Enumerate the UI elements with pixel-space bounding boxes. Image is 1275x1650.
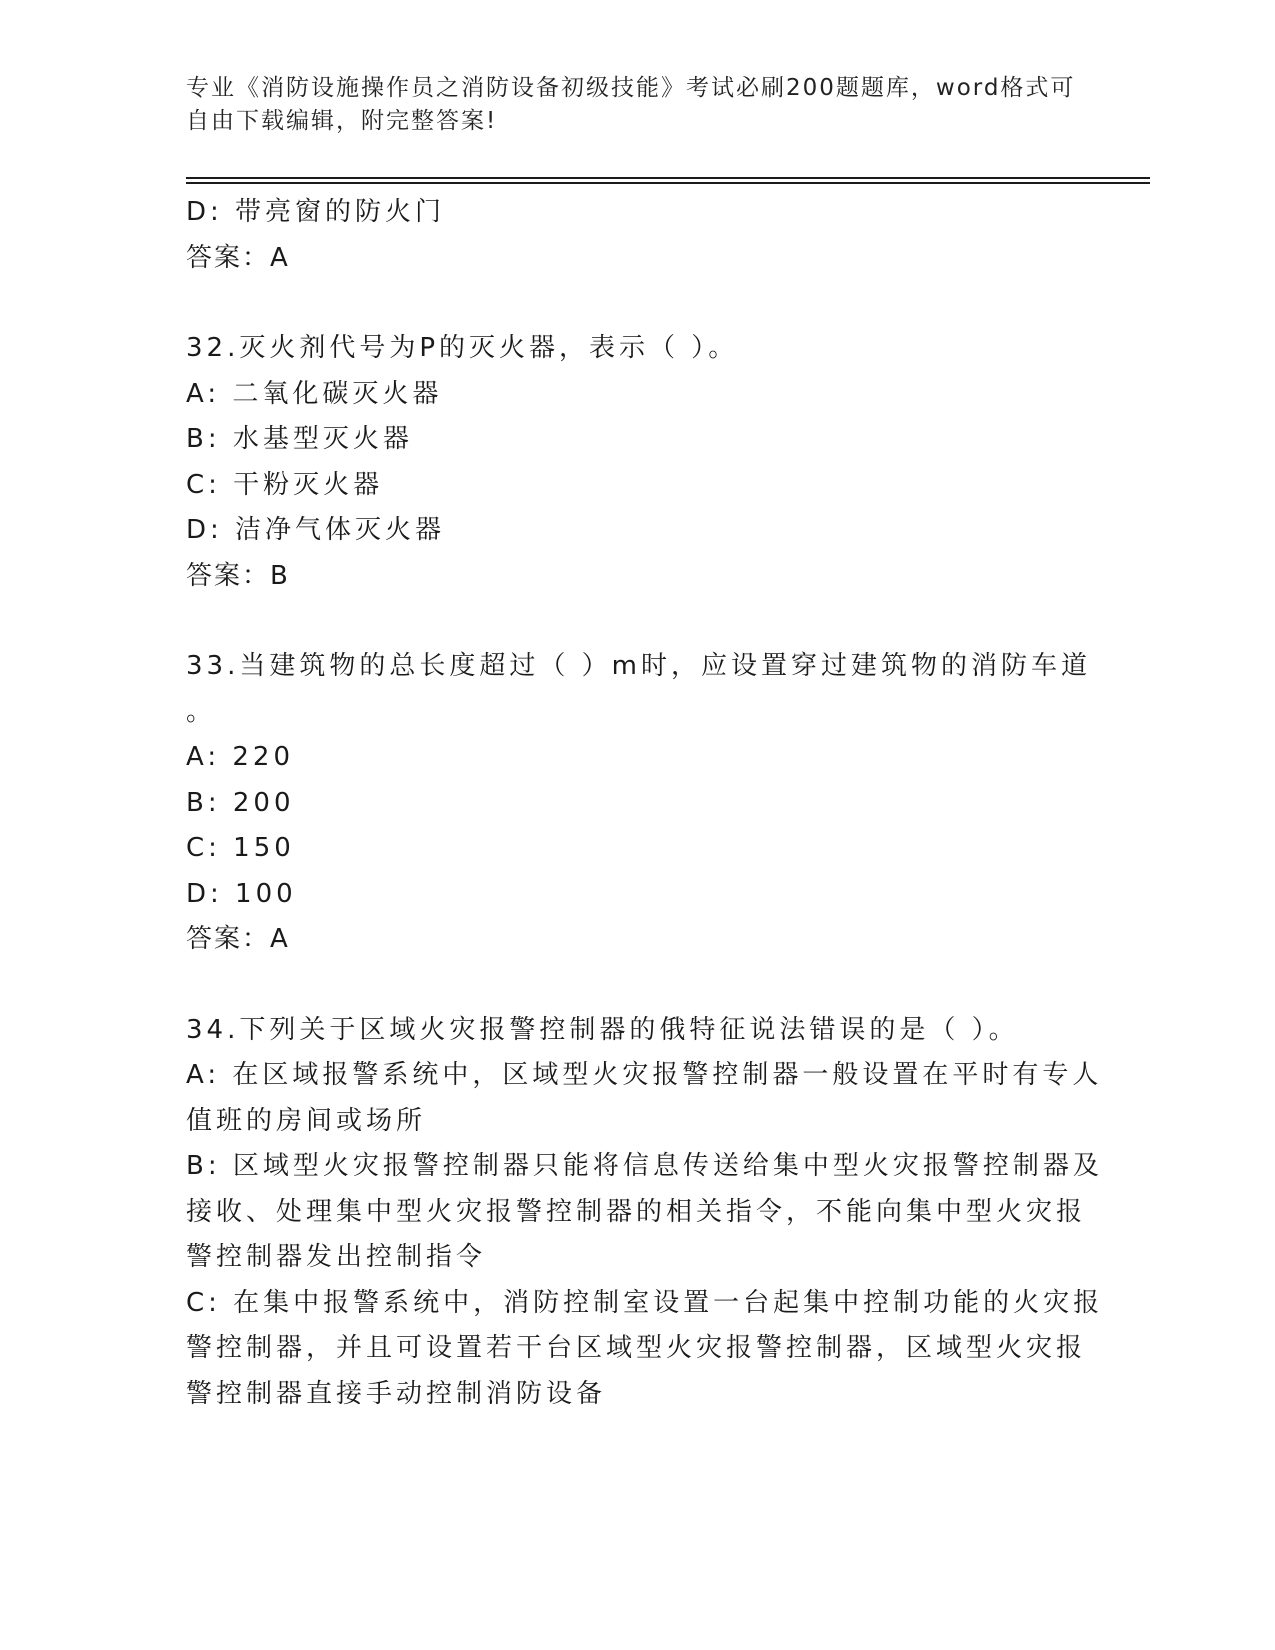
q34-option-a-line-2: 值班的房间或场所: [186, 1105, 427, 1136]
spacer: [186, 281, 1086, 326]
q34-option-c-line-1: C: 在集中报警系统中，消防控制室设置一台起集中控制功能的火灾报: [186, 1287, 1104, 1318]
header-divider-bottom: [186, 182, 1150, 184]
prev-answer: 答案：A: [186, 242, 290, 273]
q34-option-c-line-2: 警控制器，并且可设置若干台区域型火灾报警控制器，区域型火灾报: [186, 1333, 1087, 1363]
question-content: [186, 190, 1104, 1417]
prev-option-d: D: 带亮窗的防火门: [186, 197, 446, 227]
spacer: [186, 963, 1086, 1008]
q33-question-line-1: 33.当建筑物的总长度超过（ ）m时，应设置穿过建筑物的消防车道: [186, 651, 1091, 681]
q32-option-c: C: 干粉灭火器: [186, 469, 384, 500]
header-divider-top: [186, 177, 1150, 179]
q32-option-b: B: 水基型灭火器: [186, 424, 413, 454]
q33-option-a: A: 220: [186, 742, 294, 772]
header-title-line-1: 专业《消防设施操作员之消防设备初级技能》考试必刷200题题库，word格式可: [186, 75, 1076, 101]
q32-answer: 答案：B: [186, 560, 290, 591]
q34-option-c-line-3: 警控制器直接手动控制消防设备: [186, 1378, 607, 1409]
document-header: [186, 72, 1076, 138]
q34-option-b-line-1: B: 区域型火灾报警控制器只能将信息传送给集中型火灾报警控制器及: [186, 1151, 1103, 1181]
q32-question: 32.灭火剂代号为P的灭火器，表示（ ）。: [186, 333, 739, 363]
q34-question: 34.下列关于区域火灾报警控制器的俄特征说法错误的是（ ）。: [186, 1014, 1019, 1045]
q33-option-c: C: 150: [186, 833, 295, 863]
q33-question-line-2: 。: [186, 696, 217, 727]
q32-option-a: A: 二氧化碳灭火器: [186, 378, 443, 409]
header-title-line-2: 自由下载编辑，附完整答案!: [186, 108, 498, 134]
q34-option-b-line-3: 警控制器发出控制指令: [186, 1242, 487, 1272]
spacer: [186, 599, 1086, 644]
q33-option-b: B: 200: [186, 787, 295, 818]
q34-option-b-line-2: 接收、处理集中型火灾报警控制器的相关指令，不能向集中型火灾报: [186, 1196, 1087, 1227]
q33-option-d: D: 100: [186, 878, 297, 909]
q33-answer: 答案：A: [186, 924, 290, 954]
q32-option-d: D: 洁净气体灭火器: [186, 515, 446, 545]
q34-option-a-line-1: A: 在区域报警系统中，区域型火灾报警控制器一般设置在平时有专人: [186, 1060, 1103, 1090]
